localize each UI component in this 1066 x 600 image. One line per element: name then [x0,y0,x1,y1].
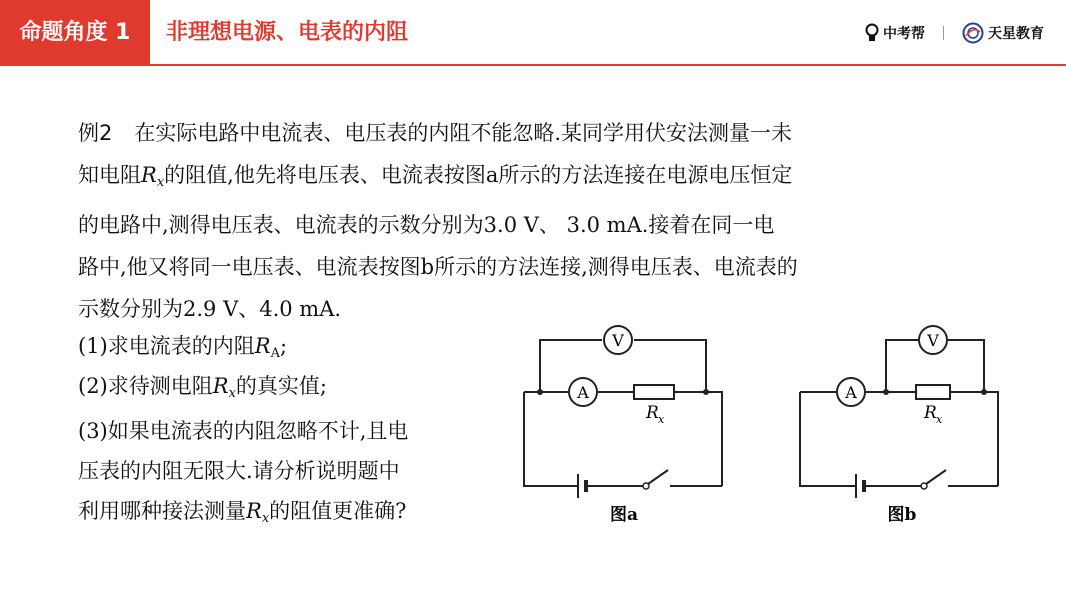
voltmeter-b-label: V [927,331,939,350]
question-3-line-2: 压表的内阻无限大.请分析说明题中 [78,459,400,483]
figure-a-caption: 图a [609,505,639,525]
rx-symbol: $R_x$ [246,499,270,526]
example-line-2: 知电阻$R_x$的阻值,他先将电压表、电流表按图a所示的方法连接在电源电压恒定 [78,163,793,190]
question-3-line-3: 利用哪种接法测量$R_x$的阻值更准确? [78,499,407,526]
tianxing-logo [962,22,1044,44]
section-tag: 命题角度 1 [0,0,150,66]
example-line-3: 的电路中,测得电压表、电流表的示数分别为3.0 V、 3.0 mA.接着在同一电 [78,213,775,237]
circuit-b-diagram [796,322,1006,532]
circuit-a-diagram [518,322,728,532]
question-1: (1)求电流表的内阻$R_A$; [78,334,288,361]
question-2: (2)求待测电阻$R_x$的真实值; [78,374,327,401]
tianxing-emblem-icon [962,22,984,44]
header-bar [0,0,1066,66]
example-line-4: 路中,他又将同一电压表、电流表按图b所示的方法连接,测得电压表、电流表的 [78,255,798,279]
page-title: 非理想电源、电表的内阻 [166,20,409,45]
resistor-a-sub: x [658,413,665,426]
voltmeter-a-label: V [612,331,624,350]
resistor-b-label: R [924,403,937,423]
ra-symbol: $R_A$ [254,334,280,361]
logo-group [865,20,1044,46]
ammeter-b-label: A [845,383,857,402]
example-text [78,112,1008,330]
zhongkaobang-logo [865,23,925,43]
rx-symbol: $R_x$ [141,163,165,190]
figure-b-caption: 图b [887,505,917,525]
rx-symbol: $R_x$ [212,374,236,401]
example-label: 例2 [78,121,113,145]
example-line-1: 例2 在实际电路中电流表、电压表的内阻不能忽略.某同学用伏安法测量一未 [78,121,793,145]
ammeter-a-label: A [577,383,589,402]
circuit-figure-b [796,322,1006,536]
bulb-icon [865,23,879,43]
tianxing-text: 天星教育 [988,26,1044,42]
header-underline [0,64,1066,66]
resistor-b-sub: x [936,413,943,426]
example-line-5: 示数分别为2.9 V、4.0 mA. [78,297,342,321]
logo-divider [943,26,944,40]
resistor-a-label: R [646,403,659,423]
zhongkaobang-text: 中考帮 [883,26,925,42]
circuit-figure-a [518,322,728,536]
question-3-line-1: (3)如果电流表的内阻忽略不计,且电 [78,419,409,443]
